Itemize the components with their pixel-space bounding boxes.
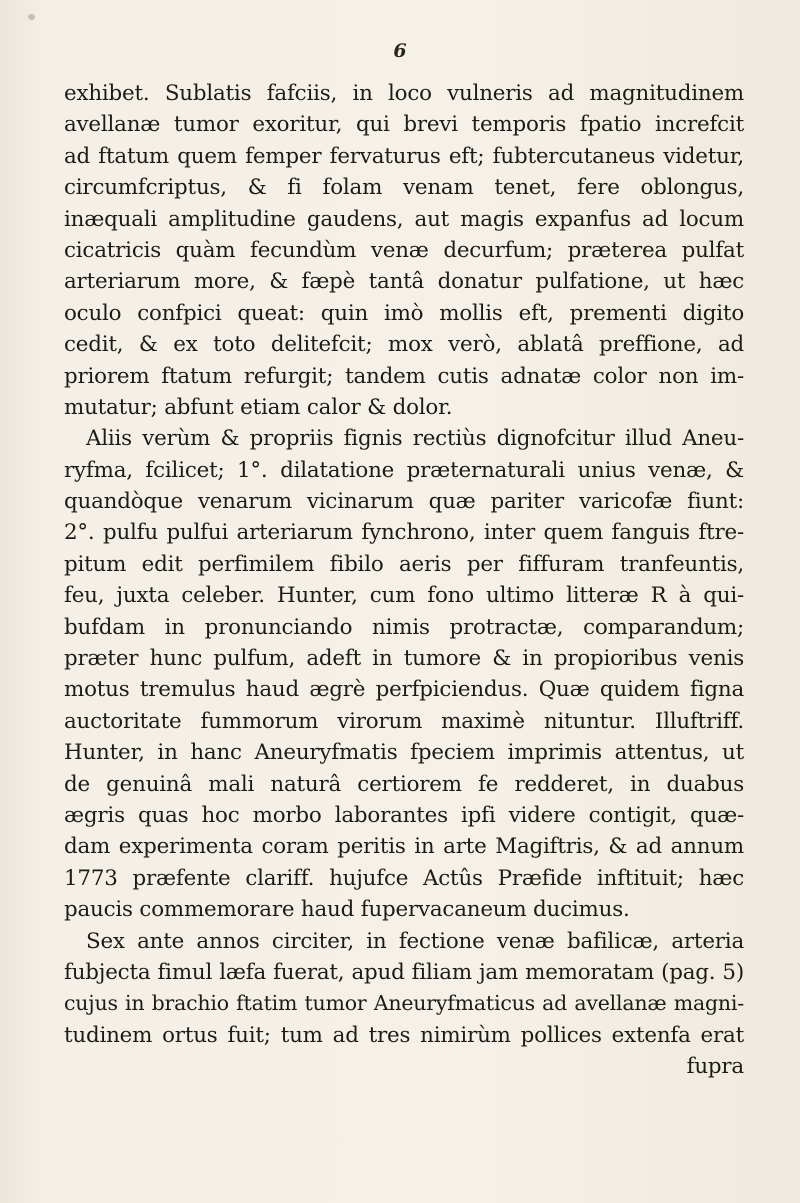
text-line: Sex ante annos circiter, in fectione venæ bafilicæ, arteria <box>86 928 744 954</box>
text-line: Hunter, in hanc Aneuryfmatis fpeciem imprimis attentus, ut <box>64 740 744 766</box>
text-line: mutatur; abfunt etiam calor & dolor. <box>64 394 453 420</box>
text-line: dam experimenta coram peritis in arte Magiftris, & ad annum <box>64 834 744 860</box>
text-line: ryfma, fcilicet; 1°. dilatatione præternaturali unius venæ, & <box>64 457 744 483</box>
page-number: 6 <box>393 40 407 62</box>
text-line: auctoritate fummorum virorum maximè nituntur. Illuftriff. <box>64 708 744 734</box>
text-line: 2°. pulfu pulfui arteriarum fynchrono, inter quem fanguis ftre- <box>64 520 744 546</box>
text-line: circumfcriptus, & fi folam venam tenet, fere oblongus, <box>64 175 744 201</box>
text-line: arteriarum more, & fæpè tantâ donatur pulfatione, ut hæc <box>64 269 744 295</box>
text-line: bufdam in pronunciando nimis protractæ, comparandum; <box>64 614 744 640</box>
text-line: exhibet. Sublatis fafciis, in loco vulneris ad magnitudinem <box>64 81 744 106</box>
text-line: Aliis verùm & propriis fignis rectiùs dignofcitur illud Aneu- <box>86 426 744 452</box>
text-line: quandòque venarum vicinarum quæ pariter varicofæ fiunt: <box>64 489 744 515</box>
text-line: inæquali amplitudine gaudens, aut magis expanfus ad locum <box>64 206 744 232</box>
text-line: feu, juxta celeber. Hunter, cum fono ultimo litteræ R à qui- <box>64 583 744 609</box>
text-line: cujus in brachio ftatim tumor Aneuryfmaticus ad avellanæ magni- <box>64 991 744 1016</box>
text-line: tudinem ortus fuit; tum ad tres nimirùm pollices extenfa erat <box>64 1022 744 1048</box>
text-line: fupra <box>686 1054 744 1080</box>
text-line: præter hunc pulfum, adeft in tumore & in propioribus venis <box>64 646 744 672</box>
paper-speck <box>28 14 35 20</box>
body-text <box>64 78 744 1083</box>
text-line: cicatricis quàm fecundùm venæ decurfum; præterea pulfat <box>64 237 744 263</box>
text-line: 1773 præfente clariff. hujufce Actûs Præfide inftituit; hæc <box>64 865 744 891</box>
text-line: avellanæ tumor exoritur, qui brevi temporis fpatio increfcit <box>64 112 744 138</box>
text-line: ægris quas hoc morbo laborantes ipfi videre contigit, quæ- <box>64 802 744 828</box>
text-line: pitum edit perfimilem fibilo aeris per fiffuram tranfeuntis, <box>64 551 744 577</box>
text-line: oculo confpici queat: quin imò mollis eft, prementi digito <box>64 300 744 326</box>
text-line: paucis commemorare haud fupervacaneum ducimus. <box>64 897 630 923</box>
text-line: cedit, & ex toto delitefcit; mox verò, ablatâ preffione, ad <box>64 332 744 358</box>
text-line: priorem ftatum refurgit; tandem cutis adnatæ color non im- <box>64 363 744 389</box>
text-line: motus tremulus haud ægrè perfpiciendus. Quæ quidem figna <box>64 677 744 703</box>
text-line: fubjecta fimul læfa fuerat, apud filiam jam memoratam (pag. 5) <box>64 959 744 985</box>
text-line: ad ftatum quem femper fervaturus eft; fubtercutaneus videtur, <box>64 143 744 169</box>
text-line: de genuinâ mali naturâ certiorem fe redderet, in duabus <box>64 771 744 797</box>
